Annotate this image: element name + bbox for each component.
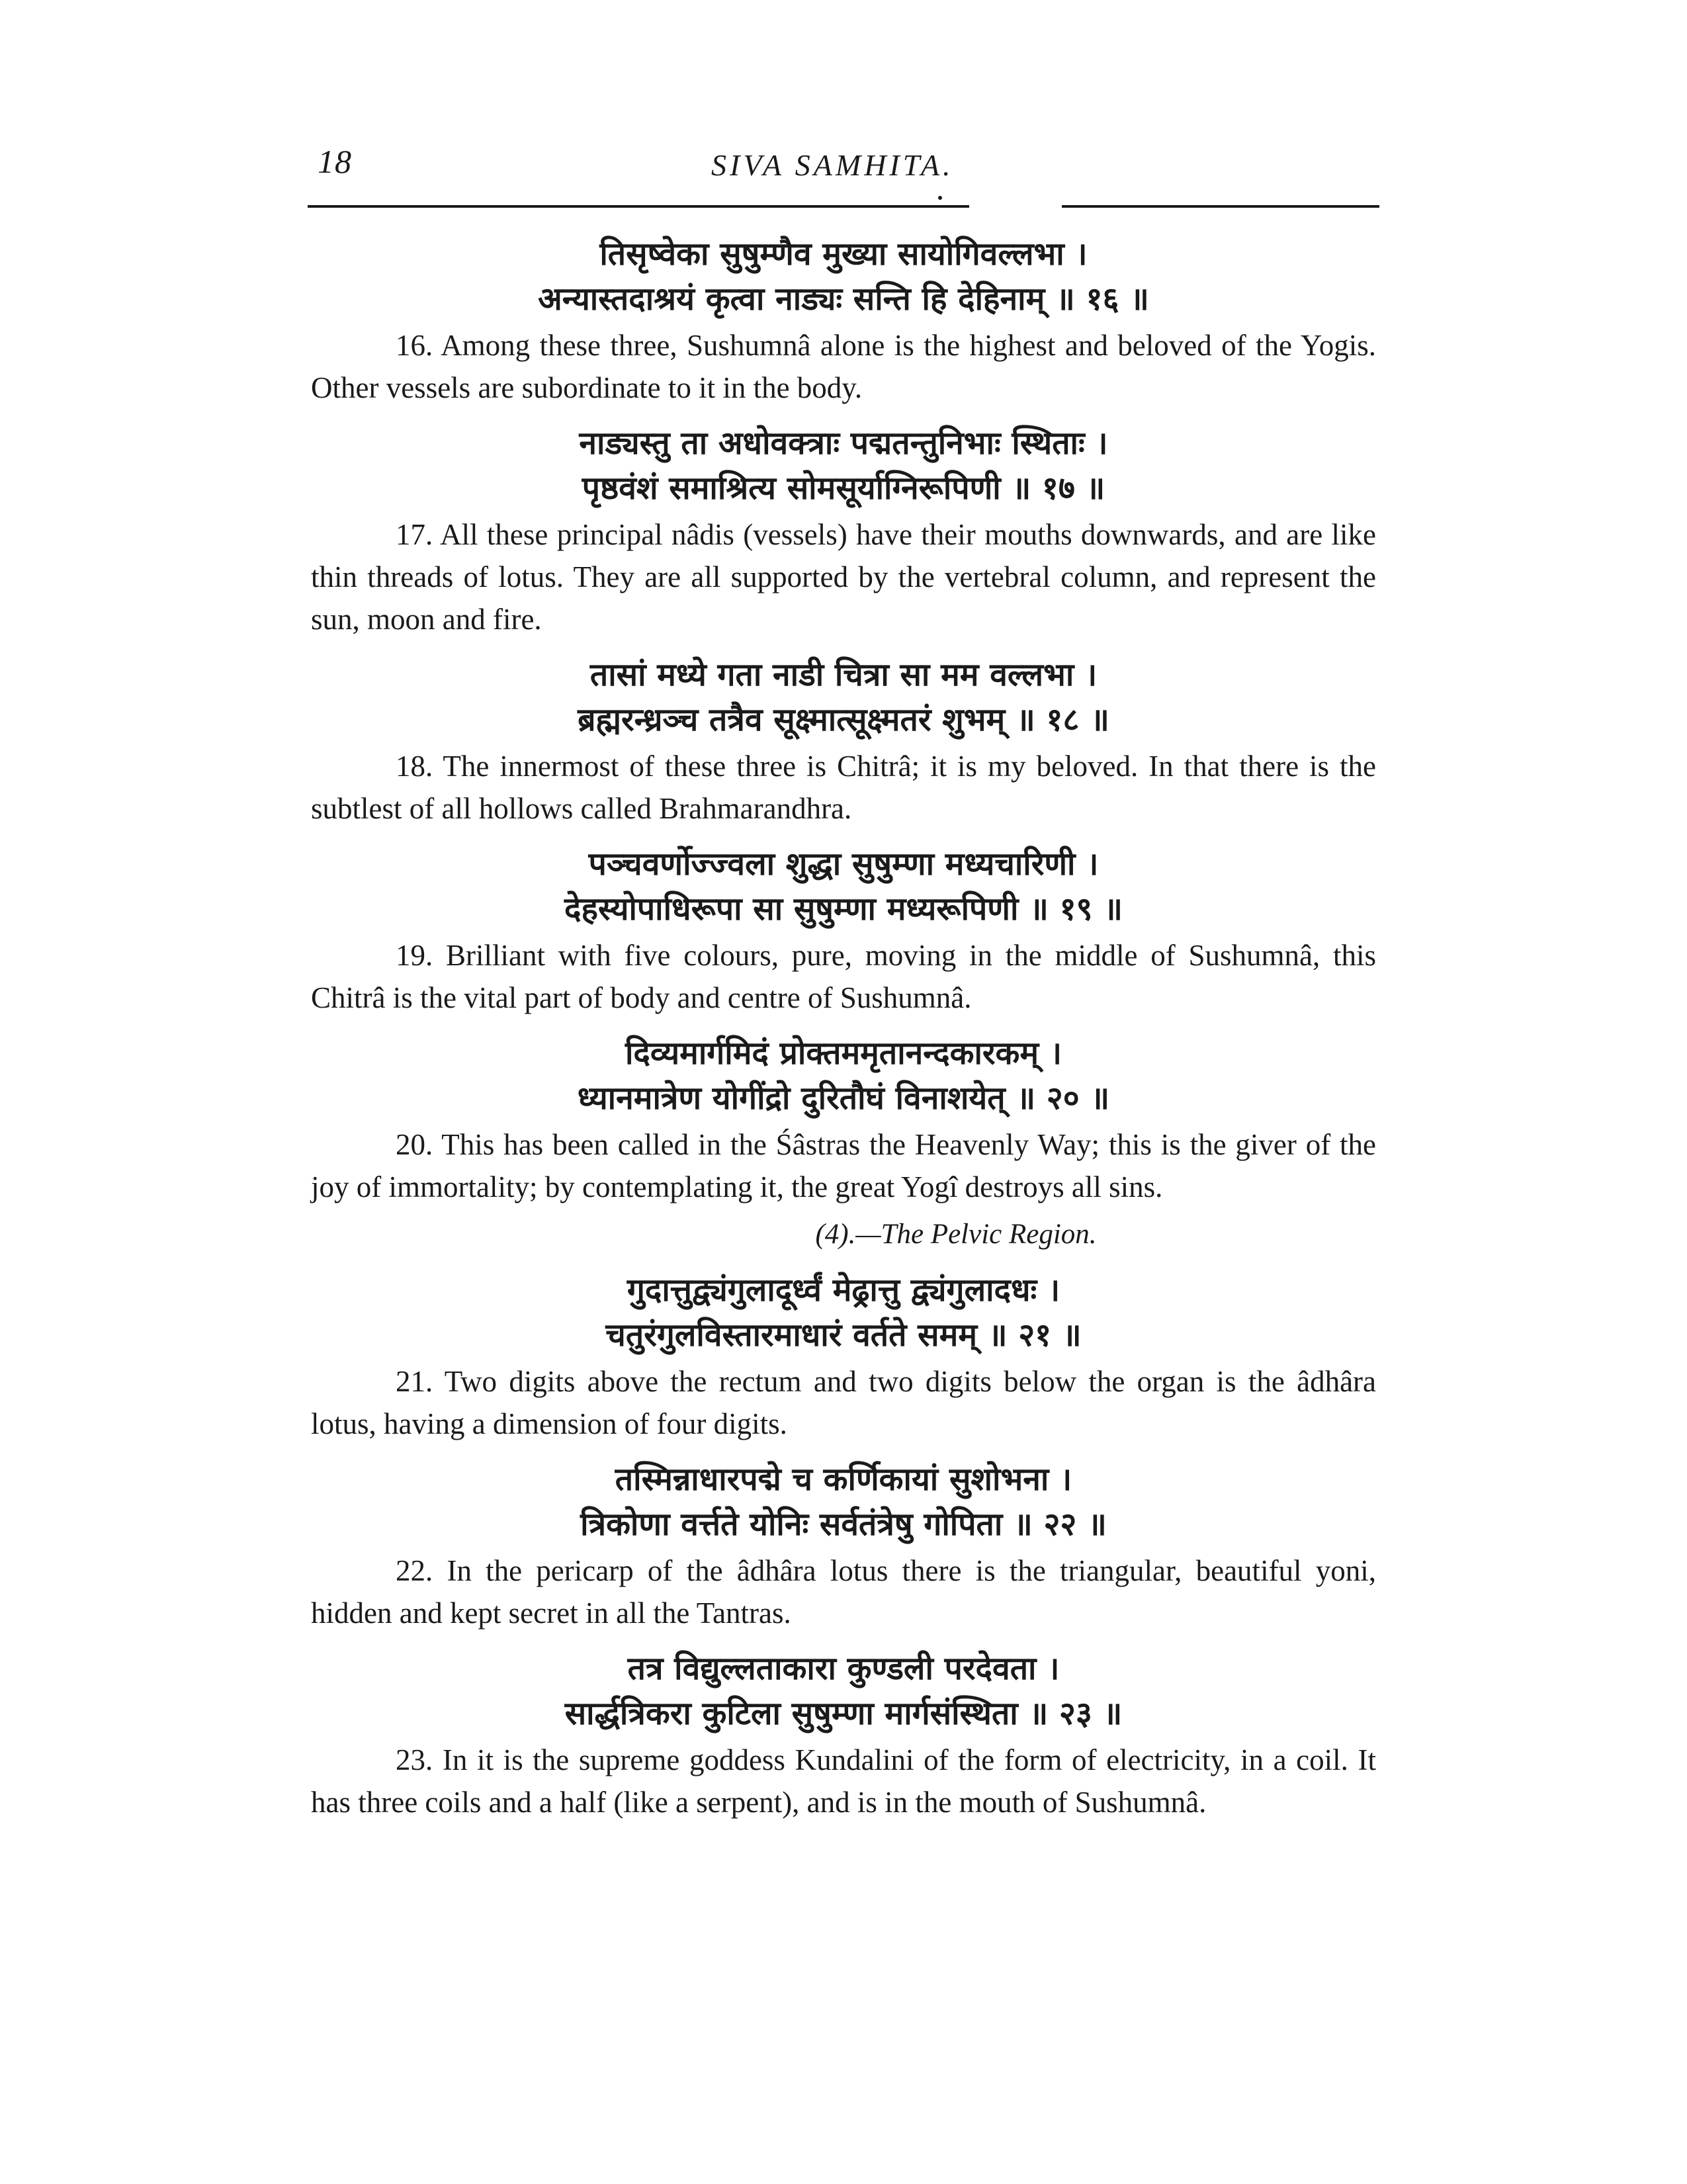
verse-number: 19.	[396, 939, 433, 972]
running-title: SIVA SAMHITA.	[711, 148, 954, 182]
page-header	[0, 142, 1687, 195]
translation-text: This has been called in the Śâstras the Heavenly Way; this is the giver of the joy of immortality; by contemplating it, the great Yogî destroys all sins.	[311, 1128, 1376, 1203]
verse-number: 16.	[396, 329, 433, 362]
translation-paragraph	[311, 1739, 1376, 1823]
translation-paragraph	[311, 934, 1376, 1019]
header-rule-right	[1062, 205, 1379, 208]
translation-paragraph	[311, 513, 1376, 640]
sanskrit-verse	[311, 652, 1376, 742]
verse-line: तत्र विद्युल्लताकारा कुण्डली परदेवता ।	[627, 1650, 1060, 1687]
verse-number: 17.	[396, 518, 433, 551]
translation-text: The innermost of these three is Chitrâ; it is my beloved. In that there is the subtlest of all hollows called Brahmarandhra.	[311, 750, 1376, 825]
translation-text: In the pericarp of the âdhâra lotus there is the triangular, beautiful yoni, hidden and kept secret in all the Tantras.	[311, 1554, 1376, 1630]
sanskrit-verse	[311, 1646, 1376, 1736]
sanskrit-verse	[311, 232, 1376, 322]
translation-text: Two digits above the rectum and two digits below the organ is the âdhâra lotus, having a dimension of four digits.	[311, 1365, 1377, 1440]
translation-paragraph	[311, 1360, 1376, 1445]
verse-line: तस्मिन्नाधारपद्मे च कर्णिकायां सुशोभना ।	[615, 1461, 1072, 1498]
verse-line: अन्यास्तदाश्रयं कृत्वा नाड्यः सन्ति हि देहिनाम् ॥ १६ ॥	[538, 281, 1149, 318]
header-rule-left	[308, 205, 969, 208]
section-heading: (4).—The Pelvic Region.	[815, 1219, 1097, 1250]
translation-paragraph	[311, 1550, 1376, 1634]
header-rule-dot	[938, 196, 942, 200]
verse-line: देहस्योपाधिरूपा सा सुषुम्णा मध्यरूपिणी ॥ १९ ॥	[564, 891, 1123, 928]
page-body	[311, 232, 1376, 1835]
verse-line: चतुरंगुलविस्तारमाधारं वर्तते समम् ॥ २१ ॥	[605, 1317, 1082, 1354]
verse-line: तिसृष्वेका सुषुम्णैव मुख्या सायोगिवल्लभा ।	[599, 236, 1088, 273]
verse-line: ध्यानमात्रेण योगींद्रो दुरितौघं विनाशयेत् ॥ २० ॥	[577, 1080, 1110, 1117]
verse-number: 22.	[396, 1554, 433, 1587]
sanskrit-verse	[311, 842, 1376, 932]
sanskrit-verse	[311, 421, 1376, 511]
verse-line: पञ्चवर्णोज्ज्वला शुद्धा सुषुम्णा मध्यचारिणी ।	[588, 846, 1099, 883]
verse-line: ब्रह्मरन्ध्रञ्च तत्रैव सूक्ष्मात्सूक्ष्मतरं शुभम् ॥ १८ ॥	[578, 701, 1109, 738]
verse-number: 18.	[396, 750, 433, 783]
translation-paragraph	[311, 1123, 1376, 1208]
translation-text: Brilliant with five colours, pure, moving in the middle of Sushumnâ, this Chitrâ is the vital part of body and centre of Sushumnâ.	[311, 939, 1376, 1014]
page-number: 18	[318, 143, 352, 180]
verse-line: त्रिकोणा वर्त्तते योनिः सर्वतंत्रेषु गोपिता ॥ २२ ॥	[580, 1506, 1107, 1543]
translation-text: In it is the supreme goddess Kundalini of the form of electricity, in a coil. It has three coils and a half (like a serpent), and is in the mouth of Sushumnâ.	[311, 1743, 1377, 1819]
verse-line: सार्द्धत्रिकरा कुटिला सुषुम्णा मार्गसंस्थिता ॥ २३ ॥	[564, 1695, 1123, 1732]
sanskrit-verse	[311, 1268, 1376, 1358]
verse-number: 23.	[396, 1743, 433, 1776]
verse-line: गुदात्तुद्व्यंगुलादूर्ध्वं मेढ्रात्तु द्व्यंगुलादधः ।	[627, 1272, 1060, 1309]
sanskrit-verse	[311, 1031, 1376, 1121]
translation-paragraph	[311, 745, 1376, 830]
sanskrit-verse	[311, 1457, 1376, 1547]
translation-text: Among these three, Sushumnâ alone is the highest and beloved of the Yogis. Other vessels are subordinate to it in the body.	[311, 329, 1376, 404]
verse-number: 21.	[396, 1365, 433, 1398]
verse-line: तासां मध्ये गता नाडी चित्रा सा मम वल्लभा ।	[589, 656, 1098, 693]
verse-line: नाड्यस्तु ता अधोवक्त्राः पद्मतन्तुनिभाः स्थिताः ।	[579, 425, 1108, 462]
verse-line: पृष्ठवंशं समाश्रित्य सोमसूर्याग्निरूपिणी ॥ १७ ॥	[582, 470, 1105, 507]
translation-text: All these principal nâdis (vessels) have their mouths downwards, and are like thin threads of lotus. They are all supported by the vertebral column, and represent the sun, moon and fire.	[311, 518, 1376, 636]
translation-paragraph	[311, 324, 1376, 409]
verse-number: 20.	[396, 1128, 433, 1161]
verse-line: दिव्यमार्गमिदं प्रोक्तममृतानन्दकारकम् ।	[625, 1035, 1062, 1072]
